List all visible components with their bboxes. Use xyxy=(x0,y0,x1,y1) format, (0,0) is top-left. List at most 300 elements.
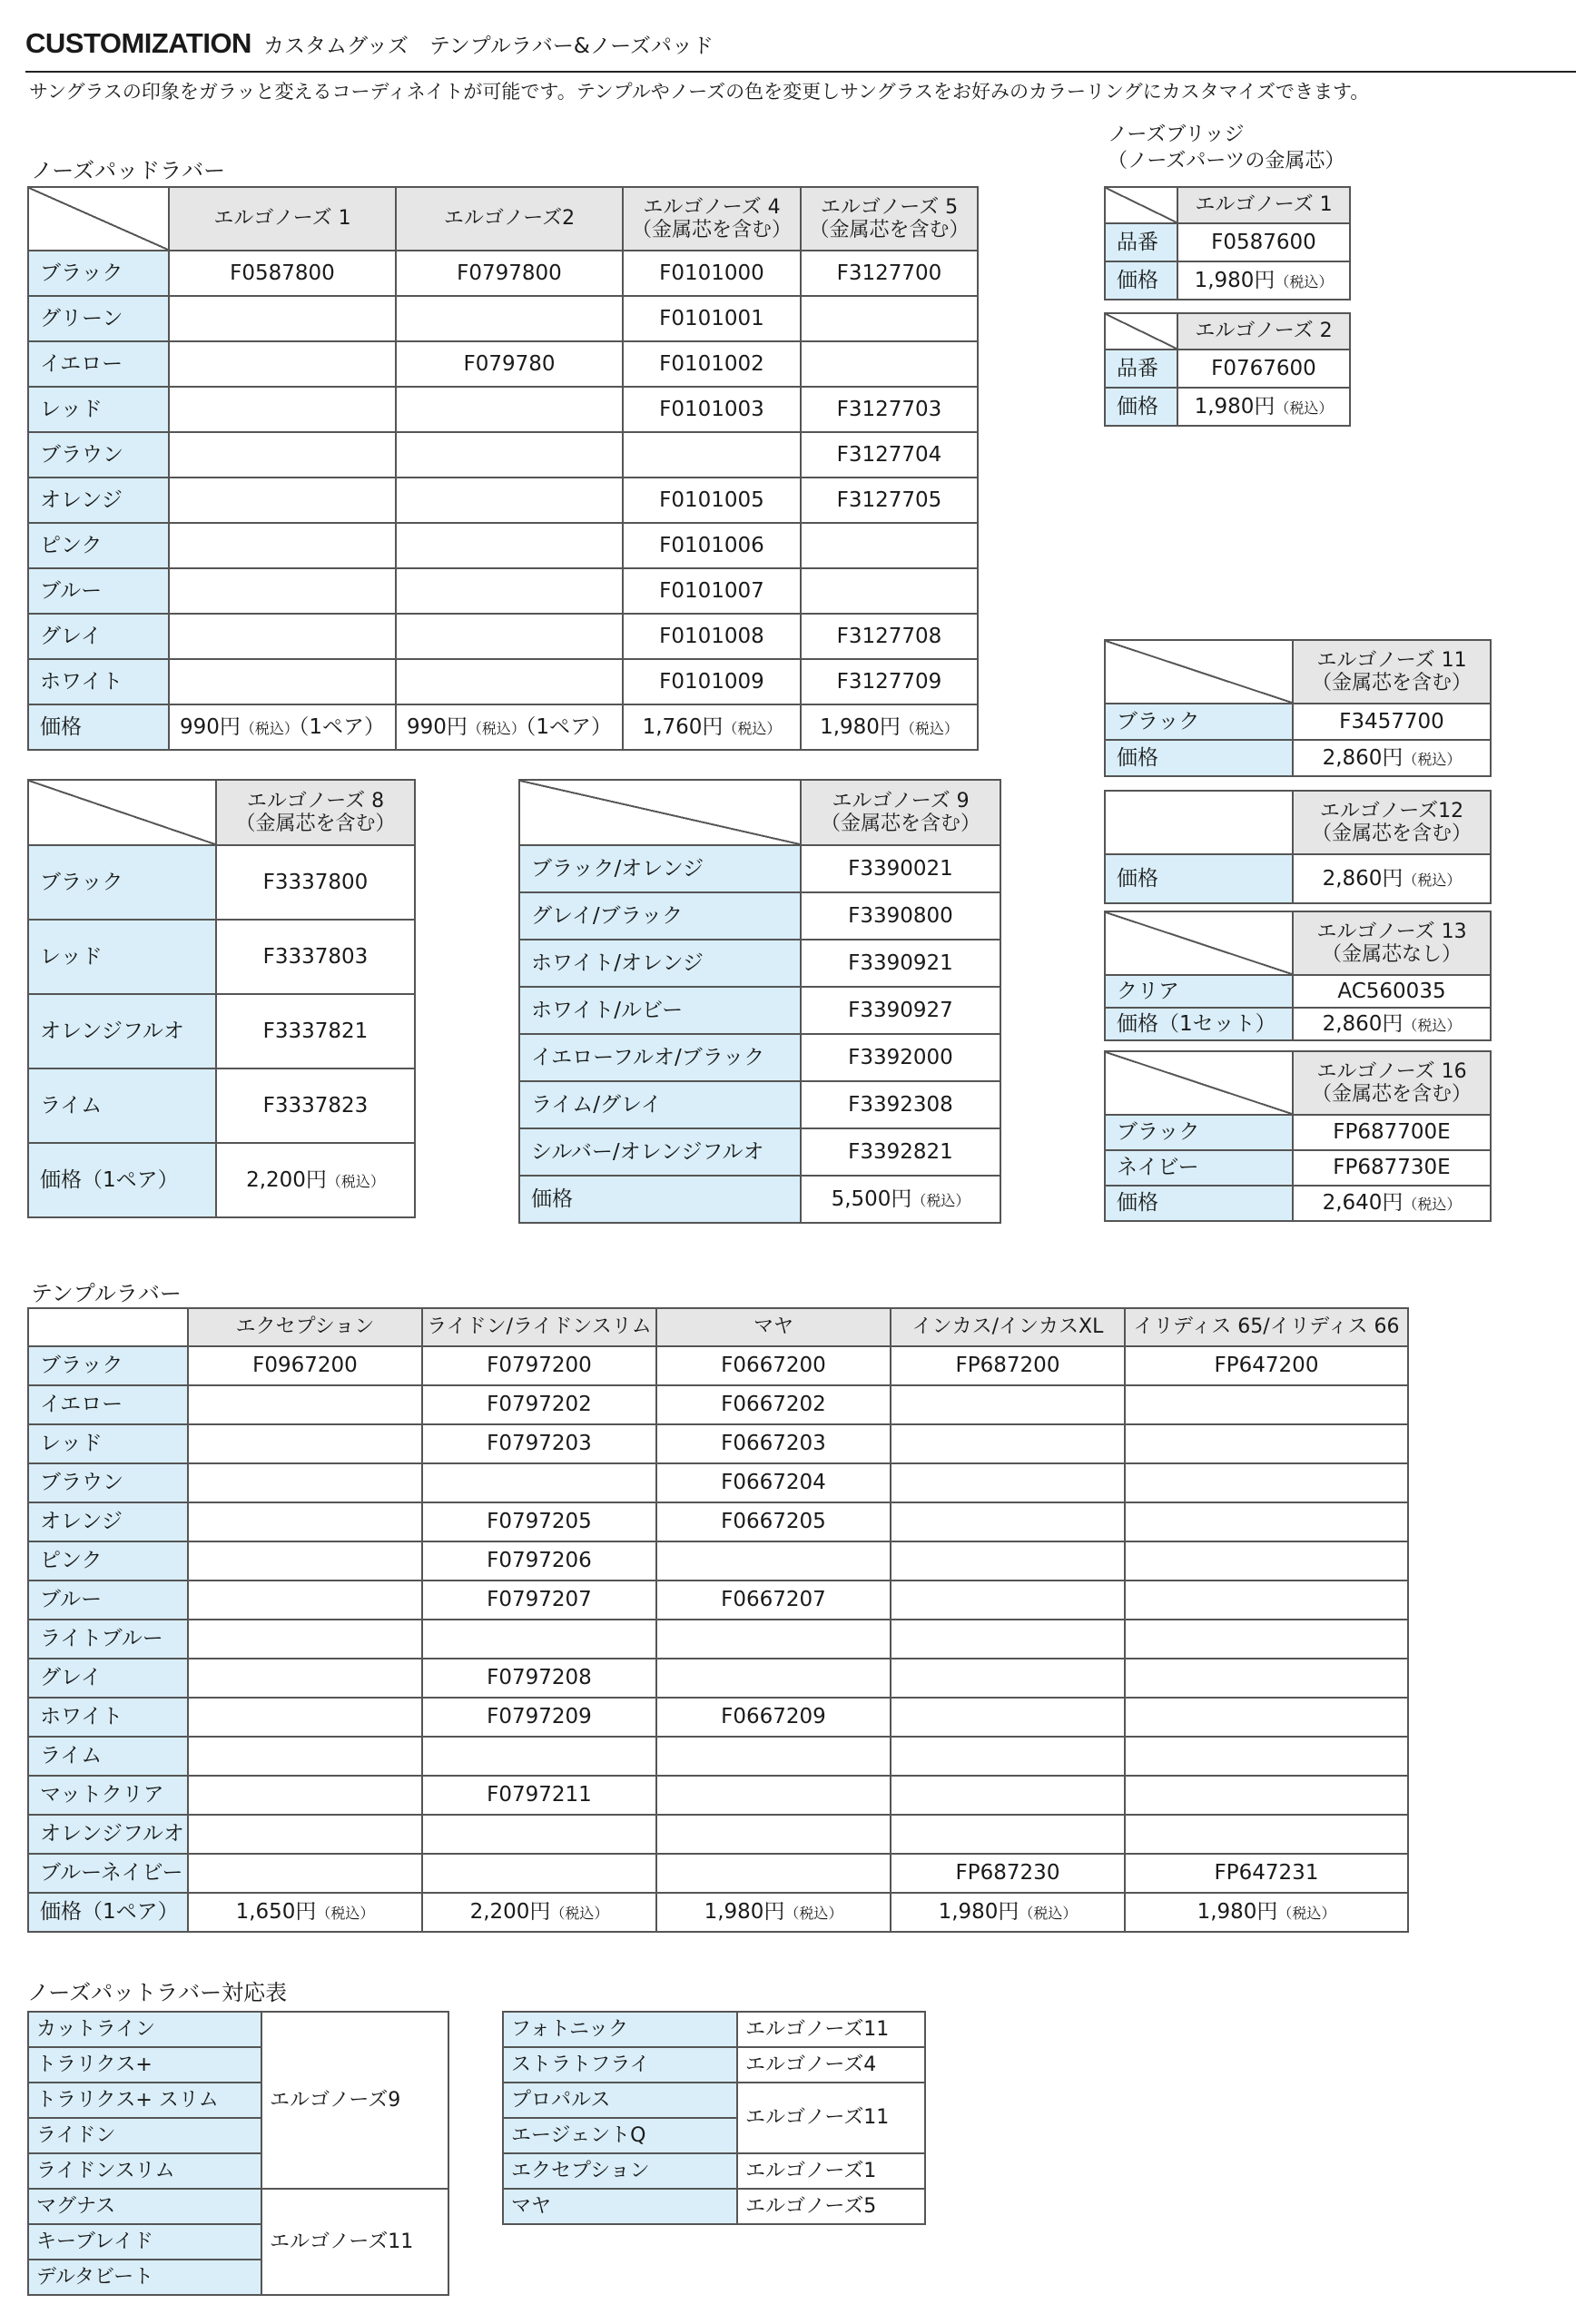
compat-value: エルゴノーズ11 xyxy=(737,2012,925,2047)
part-number: F0667207 xyxy=(656,1581,891,1620)
table-corner xyxy=(1105,791,1293,854)
part-number xyxy=(1125,1581,1408,1620)
part-number xyxy=(188,1737,422,1776)
table-row xyxy=(28,523,978,568)
price-label: 価格（1セット） xyxy=(1105,1008,1293,1040)
bridge-table-1 xyxy=(1104,186,1351,300)
price-label: 価格 xyxy=(1105,854,1293,903)
row-label: レッド xyxy=(28,387,169,432)
table-row xyxy=(519,987,1000,1034)
part-number xyxy=(891,1463,1125,1502)
part-number: F0101001 xyxy=(623,296,801,341)
row-label: ブラック xyxy=(28,251,169,296)
part-number xyxy=(169,432,396,478)
row-label: イエロー xyxy=(28,1385,188,1424)
part-number: F0101000 xyxy=(623,251,801,296)
column-header: マヤ xyxy=(656,1308,891,1346)
part-number xyxy=(188,1541,422,1581)
price-cell: 2,640円（税込） xyxy=(1293,1186,1491,1221)
header-rule xyxy=(25,71,1576,73)
part-number xyxy=(656,1776,891,1815)
nose-pad-table xyxy=(27,186,979,751)
part-number xyxy=(188,1620,422,1659)
part-number xyxy=(396,614,623,659)
model-label: カットライン xyxy=(28,2012,261,2047)
part-number: F0667205 xyxy=(656,1502,891,1541)
table-row xyxy=(28,1424,1408,1463)
table-row xyxy=(519,1034,1000,1081)
table-row xyxy=(28,659,978,704)
column-header: エルゴノーズ 9 （金属芯を含む） xyxy=(801,780,1000,845)
bridge-heading-line1: ノーズブリッジ xyxy=(1108,123,1245,146)
ergo11-table xyxy=(1104,639,1492,777)
part-number xyxy=(891,1737,1125,1776)
ergo13-table xyxy=(1104,911,1492,1041)
table-row xyxy=(28,1463,1408,1502)
part-number xyxy=(188,1815,422,1854)
price-cell: 2,200円（税込） xyxy=(216,1143,415,1217)
part-number xyxy=(1125,1659,1408,1698)
price-label: 価格（1ペア） xyxy=(28,1893,188,1932)
part-number: F0101009 xyxy=(623,659,801,704)
model-label: トラリクス+ スリム xyxy=(28,2083,261,2118)
page-title: CUSTOMIZATION xyxy=(25,27,251,59)
part-number xyxy=(188,1502,422,1541)
part-number: F3457700 xyxy=(1293,704,1491,740)
price-cell: 2,860円（税込） xyxy=(1293,854,1491,903)
part-number: F3127703 xyxy=(801,387,978,432)
price-cell: 1,980円（税込） xyxy=(801,704,978,750)
part-number: F3392821 xyxy=(801,1128,1000,1176)
part-number: F0667203 xyxy=(656,1424,891,1463)
price-amount: 2,200円 xyxy=(469,1900,551,1925)
column-header: エルゴノーズ 13 （金属芯なし） xyxy=(1293,911,1491,975)
part-number xyxy=(1125,1502,1408,1541)
part-number xyxy=(891,1776,1125,1815)
model-label: ライドンスリム xyxy=(28,2153,261,2189)
part-number xyxy=(169,659,396,704)
part-number: F0797800 xyxy=(396,251,623,296)
table-row xyxy=(28,296,978,341)
row-label: ブラック/オレンジ xyxy=(519,845,801,892)
table-row xyxy=(28,1737,1408,1776)
table-row xyxy=(519,1081,1000,1128)
part-number xyxy=(891,1385,1125,1424)
ergo9-table xyxy=(518,779,1001,1224)
part-number: F3127708 xyxy=(801,614,978,659)
row-label: レッド xyxy=(28,1424,188,1463)
row-label: クリア xyxy=(1105,975,1293,1008)
table-row xyxy=(28,1620,1408,1659)
table-corner xyxy=(1105,1051,1293,1115)
compat-value: エルゴノーズ9 xyxy=(261,2012,448,2189)
part-number xyxy=(656,1541,891,1581)
part-number: F0101005 xyxy=(623,478,801,523)
price-amount: 1,650円 xyxy=(235,1900,317,1925)
row-label: 品番 xyxy=(1105,223,1177,261)
part-number xyxy=(188,1776,422,1815)
temple-rubber-table xyxy=(27,1307,1409,1933)
column-header: エルゴノーズ 16 （金属芯を含む） xyxy=(1293,1051,1491,1115)
row-label: オレンジフルオ xyxy=(28,994,216,1068)
part-number: F0101002 xyxy=(623,341,801,387)
table-corner xyxy=(1105,911,1293,975)
part-number xyxy=(801,523,978,568)
part-number xyxy=(1125,1424,1408,1463)
row-label: ホワイト xyxy=(28,659,169,704)
part-number xyxy=(169,568,396,614)
part-number xyxy=(188,1659,422,1698)
part-number xyxy=(169,523,396,568)
part-number: F3127709 xyxy=(801,659,978,704)
part-number xyxy=(801,296,978,341)
row-label: ホワイト/オレンジ xyxy=(519,940,801,987)
row-label: ブラック xyxy=(1105,704,1293,740)
table-row xyxy=(28,432,978,478)
price-tax: （税込） xyxy=(1019,1905,1078,1923)
part-number xyxy=(891,1581,1125,1620)
part-number: F0101006 xyxy=(623,523,801,568)
bridge-table-2 xyxy=(1104,312,1351,427)
part-number: F3337800 xyxy=(216,845,415,920)
part-number xyxy=(396,568,623,614)
row-label: シルバー/オレンジフルオ xyxy=(519,1128,801,1176)
row-label: ブルー xyxy=(28,1581,188,1620)
row-label: グレイ xyxy=(28,1659,188,1698)
part-number: F0797208 xyxy=(422,1659,656,1698)
part-number xyxy=(169,387,396,432)
part-number: F0587800 xyxy=(169,251,396,296)
table-row xyxy=(519,940,1000,987)
row-label: グリーン xyxy=(28,296,169,341)
part-number xyxy=(396,478,623,523)
compat-table-right xyxy=(502,2011,926,2225)
part-number xyxy=(891,1424,1125,1463)
part-number: F0587600 xyxy=(1177,223,1350,261)
compat-value: エルゴノーズ11 xyxy=(737,2083,925,2153)
part-number xyxy=(656,1620,891,1659)
part-number xyxy=(1125,1463,1408,1502)
part-number: F0797200 xyxy=(422,1346,656,1385)
part-number: F0667202 xyxy=(656,1385,891,1424)
part-number: F0797206 xyxy=(422,1541,656,1581)
column-header: エルゴノーズ2 xyxy=(396,187,623,251)
column-header: エルゴノーズ 2 xyxy=(1177,313,1350,350)
part-number xyxy=(656,1815,891,1854)
price-cell xyxy=(891,1893,1125,1932)
price-cell xyxy=(656,1893,891,1932)
price-tax: （税込） xyxy=(1277,1905,1336,1923)
table-row xyxy=(28,341,978,387)
part-number xyxy=(801,568,978,614)
part-number xyxy=(188,1854,422,1893)
part-number xyxy=(188,1424,422,1463)
model-label: ストラトフライ xyxy=(503,2047,737,2083)
price-amount: 1,980円 xyxy=(704,1900,785,1925)
table-row xyxy=(28,1502,1408,1541)
part-number xyxy=(169,614,396,659)
column-header: エルゴノーズ 11 （金属芯を含む） xyxy=(1293,640,1491,704)
price-cell: 2,860円（税込） xyxy=(1293,1008,1491,1040)
model-label: トラリクス+ xyxy=(28,2047,261,2083)
table-row xyxy=(28,387,978,432)
table-corner xyxy=(1105,187,1177,223)
price-label: 価格 xyxy=(1105,1186,1293,1221)
page-header xyxy=(25,27,714,60)
part-number xyxy=(1125,1698,1408,1737)
row-label: マットクリア xyxy=(28,1776,188,1815)
row-label: ブルー xyxy=(28,568,169,614)
part-number xyxy=(891,1541,1125,1581)
part-number: F3390927 xyxy=(801,987,1000,1034)
table-corner xyxy=(28,187,169,251)
model-label: キーブレイド xyxy=(28,2224,261,2260)
part-number xyxy=(891,1620,1125,1659)
column-header: ライドン/ライドンスリム xyxy=(422,1308,656,1346)
row-label: オレンジフルオ xyxy=(28,1815,188,1854)
table-row xyxy=(28,1346,1408,1385)
model-label: ライドン xyxy=(28,2118,261,2153)
column-header: エルゴノーズ 4 （金属芯を含む） xyxy=(623,187,801,251)
part-number xyxy=(891,1815,1125,1854)
bridge-heading-line2: （ノーズパーツの金属芯） xyxy=(1108,150,1345,172)
table-row xyxy=(28,1659,1408,1698)
table-row xyxy=(28,1581,1408,1620)
part-number: F0667200 xyxy=(656,1346,891,1385)
model-label: デルタビート xyxy=(28,2260,261,2295)
row-label: ネイビー xyxy=(1105,1150,1293,1186)
table-row xyxy=(28,251,978,296)
part-number: FP687730E xyxy=(1293,1150,1491,1186)
part-number: F3390921 xyxy=(801,940,1000,987)
table-corner xyxy=(1105,640,1293,704)
part-number: F0667209 xyxy=(656,1698,891,1737)
table-row xyxy=(519,892,1000,940)
model-label: エクセプション xyxy=(503,2153,737,2189)
price-tax: （税込） xyxy=(784,1905,843,1923)
part-number xyxy=(188,1463,422,1502)
price-cell xyxy=(1125,1893,1408,1932)
part-number xyxy=(1125,1776,1408,1815)
row-label: ピンク xyxy=(28,523,169,568)
table-row xyxy=(28,1776,1408,1815)
price-cell: 2,860円（税込） xyxy=(1293,740,1491,776)
part-number xyxy=(891,1502,1125,1541)
column-header: エルゴノーズ12 （金属芯を含む） xyxy=(1293,791,1491,854)
part-number xyxy=(188,1698,422,1737)
part-number xyxy=(422,1737,656,1776)
part-number: FP647200 xyxy=(1125,1346,1408,1385)
part-number xyxy=(188,1385,422,1424)
compat-heading: ノーズパットラバー対応表 xyxy=(27,1980,288,2005)
ergo9-rows xyxy=(519,845,1000,1176)
part-number: F0797203 xyxy=(422,1424,656,1463)
part-number: FP687230 xyxy=(891,1854,1125,1893)
part-number xyxy=(891,1698,1125,1737)
part-number: F0797202 xyxy=(422,1385,656,1424)
part-number xyxy=(396,523,623,568)
part-number xyxy=(422,1854,656,1893)
part-number xyxy=(169,341,396,387)
price-cell xyxy=(188,1893,422,1932)
part-number xyxy=(396,296,623,341)
row-label: 品番 xyxy=(1105,350,1177,388)
table-row xyxy=(28,614,978,659)
column-header: インカス/インカスXL xyxy=(891,1308,1125,1346)
compat-value: エルゴノーズ11 xyxy=(261,2189,448,2295)
part-number xyxy=(891,1659,1125,1698)
price-label: 価格 xyxy=(519,1176,801,1223)
table-corner xyxy=(1105,313,1177,350)
part-number xyxy=(188,1581,422,1620)
part-number: F3337803 xyxy=(216,920,415,994)
temple-heading: テンプルラバー xyxy=(31,1281,182,1306)
row-label: レッド xyxy=(28,920,216,994)
table-row xyxy=(28,1698,1408,1737)
table-row xyxy=(28,1385,1408,1424)
part-number xyxy=(656,1737,891,1776)
bridge-heading xyxy=(1108,122,1345,174)
part-number xyxy=(169,296,396,341)
part-number xyxy=(656,1854,891,1893)
compat-value: エルゴノーズ4 xyxy=(737,2047,925,2083)
row-label: ホワイト/ルビー xyxy=(519,987,801,1034)
part-number xyxy=(1125,1815,1408,1854)
page-subtitle: カスタムグッズ テンプルラバー&ノーズパッド xyxy=(263,34,714,58)
part-number: F3337823 xyxy=(216,1068,415,1143)
row-label: グレイ/ブラック xyxy=(519,892,801,940)
part-number: F0667204 xyxy=(656,1463,891,1502)
table-corner xyxy=(28,780,216,845)
price-label: 価格 xyxy=(1105,261,1177,300)
row-label: ライム/グレイ xyxy=(519,1081,801,1128)
price-cell: 5,500円（税込） xyxy=(801,1176,1000,1223)
table-row xyxy=(28,1815,1408,1854)
column-header: エクセプション xyxy=(188,1308,422,1346)
part-number xyxy=(422,1815,656,1854)
intro-text: サングラスの印象をガラッと変えるコーディネイトが可能です。テンプルやノーズの色を変更しサングラスをお好みのカラーリングにカスタマイズできます。 xyxy=(29,81,1370,103)
ergo8-table xyxy=(27,779,416,1218)
part-number: F3392308 xyxy=(801,1081,1000,1128)
part-number xyxy=(1125,1620,1408,1659)
row-label: グレイ xyxy=(28,614,169,659)
row-label: イエロー xyxy=(28,341,169,387)
row-label: ライム xyxy=(28,1737,188,1776)
row-label: ライム xyxy=(28,1068,216,1143)
price-label: 価格 xyxy=(1105,740,1293,776)
price-cell: 990円（税込）（1ペア） xyxy=(169,704,396,750)
part-number: F079780 xyxy=(396,341,623,387)
model-label: エージェントQ xyxy=(503,2118,737,2153)
table-row xyxy=(28,1541,1408,1581)
price-label: 価格 xyxy=(28,704,169,750)
table-corner xyxy=(519,780,801,845)
table-corner xyxy=(28,1308,188,1346)
temple-rows xyxy=(28,1346,1408,1893)
row-label: ブラウン xyxy=(28,1463,188,1502)
part-number: F0101003 xyxy=(623,387,801,432)
part-number xyxy=(623,432,801,478)
price-label: 価格 xyxy=(1105,388,1177,426)
price-cell xyxy=(422,1893,656,1932)
price-cell: 1,980円（税込） xyxy=(1177,388,1350,426)
ergo12-table xyxy=(1104,790,1492,904)
table-row xyxy=(28,478,978,523)
model-label: プロパルス xyxy=(503,2083,737,2118)
compat-value: エルゴノーズ1 xyxy=(737,2153,925,2189)
row-label: ブラック xyxy=(1105,1115,1293,1150)
model-label: マグナス xyxy=(28,2189,261,2224)
row-label: イエローフルオ/ブラック xyxy=(519,1034,801,1081)
part-number xyxy=(396,659,623,704)
row-label: オレンジ xyxy=(28,1502,188,1541)
column-header: エルゴノーズ 1 xyxy=(1177,187,1350,223)
part-number xyxy=(422,1463,656,1502)
compat-table-left xyxy=(27,2011,449,2296)
part-number: F0797211 xyxy=(422,1776,656,1815)
price-row xyxy=(28,1893,1408,1932)
part-number: F3390021 xyxy=(801,845,1000,892)
column-header: エルゴノーズ 8 （金属芯を含む） xyxy=(216,780,415,845)
part-number: F3127700 xyxy=(801,251,978,296)
row-label: ライトブルー xyxy=(28,1620,188,1659)
nose-pad-heading: ノーズパッドラバー xyxy=(31,158,226,183)
part-number: F0101007 xyxy=(623,568,801,614)
table-row xyxy=(28,1854,1408,1893)
part-number: FP647231 xyxy=(1125,1854,1408,1893)
part-number xyxy=(1125,1737,1408,1776)
part-number: F0797205 xyxy=(422,1502,656,1541)
part-number xyxy=(169,478,396,523)
part-number: F3337821 xyxy=(216,994,415,1068)
row-label: ホワイト xyxy=(28,1698,188,1737)
part-number xyxy=(396,387,623,432)
part-number: FP687200 xyxy=(891,1346,1125,1385)
model-label: マヤ xyxy=(503,2189,737,2224)
price-cell: 990円（税込）（1ペア） xyxy=(396,704,623,750)
part-number: F0767600 xyxy=(1177,350,1350,388)
part-number: F0797207 xyxy=(422,1581,656,1620)
ergo16-table xyxy=(1104,1050,1492,1222)
table-row xyxy=(28,568,978,614)
part-number xyxy=(1125,1385,1408,1424)
part-number: FP687700E xyxy=(1293,1115,1491,1150)
row-label: ブラック xyxy=(28,845,216,920)
price-amount: 1,980円 xyxy=(938,1900,1019,1925)
part-number xyxy=(656,1659,891,1698)
price-cell: 1,980円（税込） xyxy=(1177,261,1350,300)
row-label: ブラック xyxy=(28,1346,188,1385)
price-tax: （税込） xyxy=(316,1905,375,1923)
price-tax: （税込） xyxy=(550,1905,609,1923)
model-label: フォトニック xyxy=(503,2012,737,2047)
price-amount: 1,980円 xyxy=(1197,1900,1278,1925)
row-label: ブルーネイビー xyxy=(28,1854,188,1893)
row-label: ブラウン xyxy=(28,432,169,478)
part-number: F3390800 xyxy=(801,892,1000,940)
part-number: AC560035 xyxy=(1293,975,1491,1008)
nose-pad-rows xyxy=(28,251,978,704)
price-cell: 1,760円（税込） xyxy=(623,704,801,750)
compat-value: エルゴノーズ5 xyxy=(737,2189,925,2224)
part-number xyxy=(396,432,623,478)
table-row xyxy=(519,845,1000,892)
part-number: F3127704 xyxy=(801,432,978,478)
part-number xyxy=(1125,1541,1408,1581)
price-label: 価格（1ペア） xyxy=(28,1143,216,1217)
column-header: イリディス 65/イリディス 66 xyxy=(1125,1308,1408,1346)
row-label: オレンジ xyxy=(28,478,169,523)
